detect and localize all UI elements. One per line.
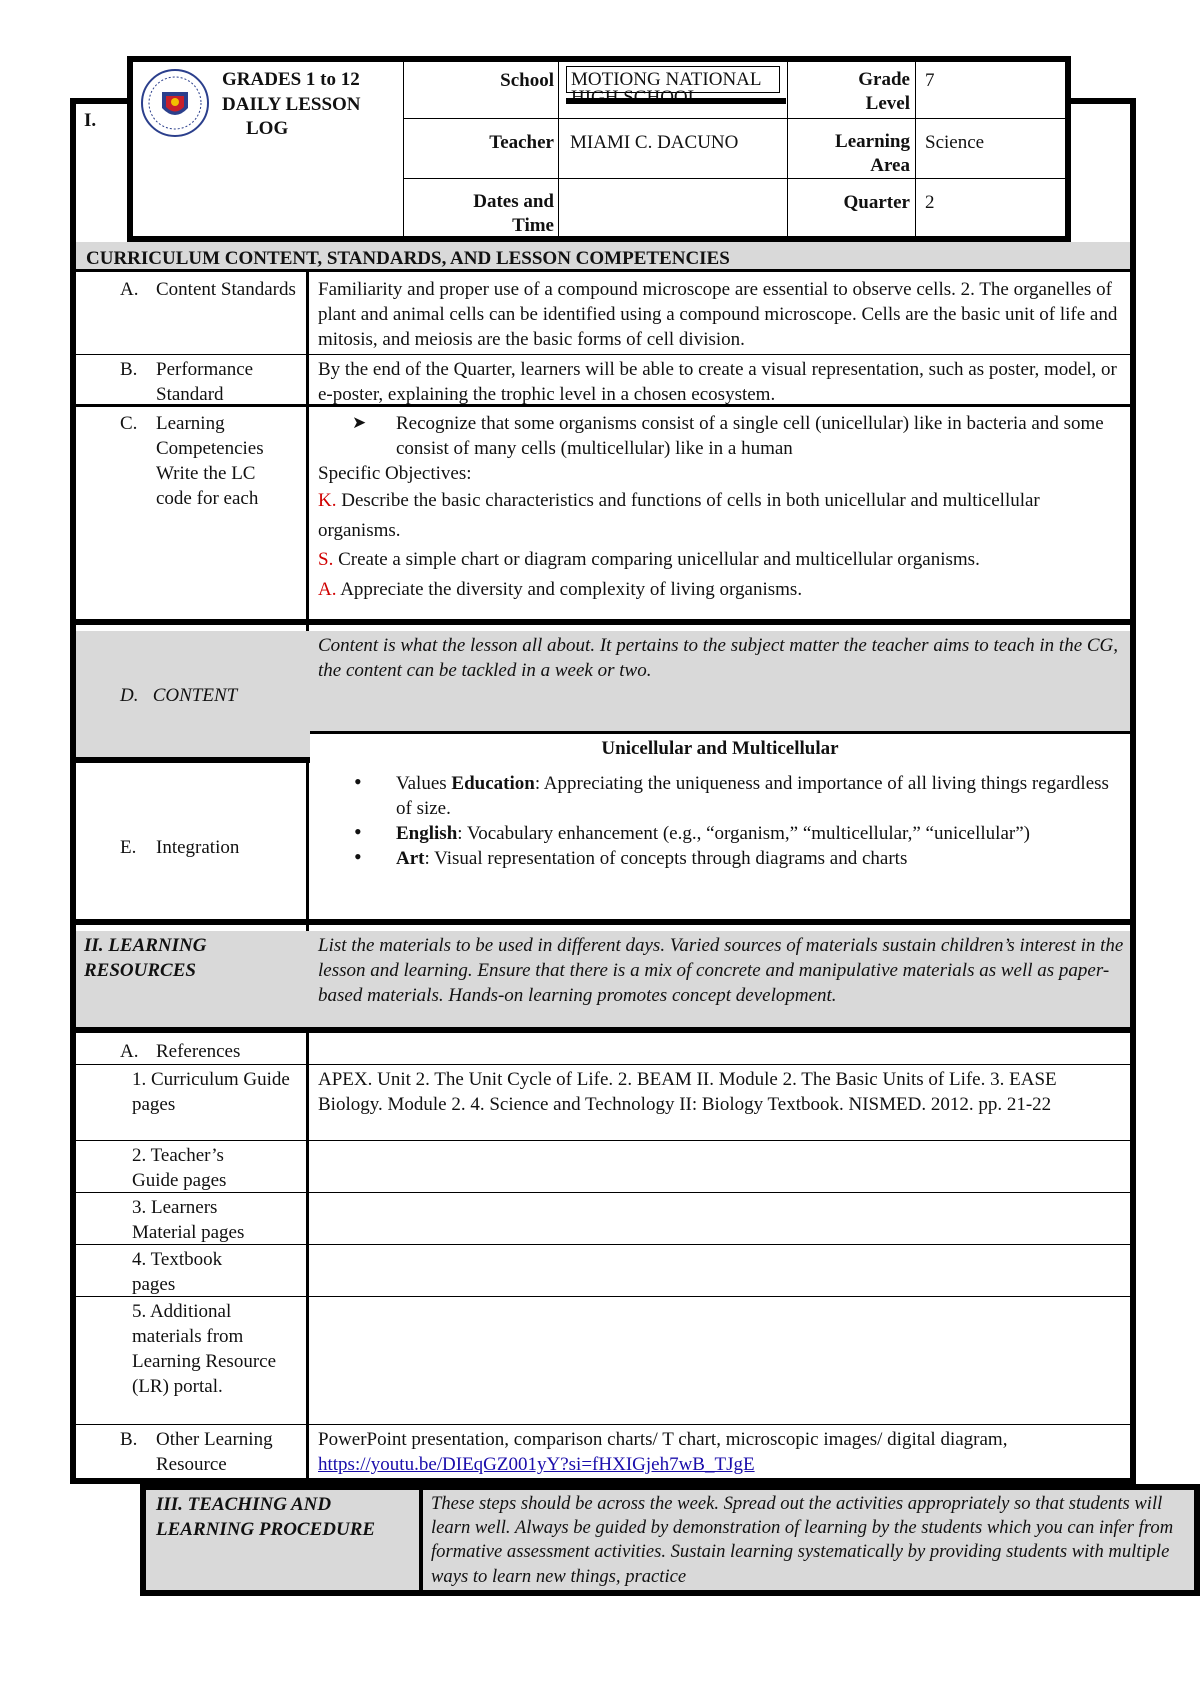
objective-a-letter: A. — [318, 578, 337, 600]
row-b-letter: B. — [120, 359, 138, 380]
section-number: I. — [84, 110, 97, 131]
learning-area-label — [790, 130, 910, 178]
integration-values-pre: Values — [396, 773, 452, 794]
learning-competencies-label: Learning Competencies Write the LC code for each — [156, 413, 264, 510]
textbook-label: 4. Textbook pages — [132, 1249, 223, 1296]
content-standards-text: Familiarity and proper use of a compound microscope are essential to observe cells. 2. The organelles of plant and animal cells can be identified using a compound microscope. Cells are the basic unit of life and mitosis, and meiosis are the basic forms of cell division. — [318, 279, 1118, 351]
content-standards-row — [76, 275, 1130, 355]
grade-value: 7 — [925, 70, 935, 91]
content-topic-box — [310, 731, 1130, 763]
references-label: References — [156, 1041, 241, 1062]
row-e-letter: E. — [120, 837, 137, 858]
curriculum-heading-row — [76, 242, 1130, 272]
other-resource-letter: B. — [120, 1429, 138, 1450]
row-c-letter: C. — [120, 413, 138, 434]
learning-resources-row — [76, 931, 1130, 1033]
teachers-guide-row — [76, 1141, 1130, 1193]
integration-art-text: : Visual representation of concepts through diagrams and charts — [424, 848, 908, 870]
objective-a-text: Appreciate the diversity and complexity of living organisms. — [340, 578, 803, 600]
integration-row — [76, 769, 1130, 925]
integration-label: Integration — [156, 837, 240, 858]
integration-item-english — [318, 821, 1118, 846]
integration-english-subject: English — [396, 823, 458, 845]
teaching-procedure-note: These steps should be across the week. Spread out the activities appropriately so that students will learn well. Always be guided by demonstration of learning by the students which you can infer from formative assessment activities. Sustain learning systematically by providing students with multiple ways to learn new things, practice — [431, 1493, 1174, 1587]
other-resource-row — [76, 1425, 1130, 1479]
learning-area-label-line2: Area — [870, 154, 910, 176]
grade-label-line1: Grade — [858, 69, 910, 90]
competency-list — [318, 411, 1124, 461]
competency-item: ➤ Recognize that some organisms consist of a single cell (unicellular) like in bacteria and some consist of many cells (multicellular) like in a human — [318, 411, 1124, 461]
learning-resources-note: List the materials to be used in different days. Varied sources of materials sustain children’s interest in the lesson and learning. Ensure that there is a mix of concrete and manipulative materials as well as paper-based materials. Hands-on learning promotes concept development. — [318, 935, 1124, 1007]
school-label: School — [500, 70, 554, 91]
teachers-guide-label: 2. Teacher’s Guide pages — [132, 1145, 227, 1192]
school-value-bar — [566, 98, 786, 104]
curriculum-guide-row — [76, 1065, 1130, 1141]
teacher-label: Teacher — [489, 132, 554, 153]
content-row — [76, 631, 1130, 763]
references-letter: A. — [120, 1041, 139, 1062]
youtube-link[interactable]: https://youtu.be/DIEqGZ001yY?si=fHXIGjeh7wB_TJgE — [318, 1454, 755, 1476]
content-standards-label: Content Standards — [156, 279, 296, 300]
integration-item-art — [318, 846, 1118, 871]
curriculum-heading: CURRICULUM CONTENT, STANDARDS, AND LESSON COMPETENCIES — [86, 248, 730, 269]
row-a-letter: A. — [120, 279, 139, 300]
dates-label-line2: Time — [512, 214, 554, 236]
dates-label — [404, 190, 554, 238]
objective-skill — [318, 545, 1124, 574]
integration-values-text: : Appreciating the uniqueness and importance of all living things regardless of size. — [396, 773, 1109, 820]
learning-competencies-body — [318, 411, 1124, 604]
objective-attitude — [318, 575, 1124, 604]
teaching-procedure-row — [140, 1484, 1200, 1596]
curriculum-guide-label: 1. Curriculum Guide pages — [132, 1069, 290, 1116]
integration-item-values — [318, 771, 1118, 821]
learners-material-row — [76, 1193, 1130, 1245]
objective-s-text: Create a simple chart or diagram comparing unicellular and multicellular organisms. — [338, 549, 980, 571]
content-note: Content is what the lesson all about. It pertains to the subject matter the teacher aims to teach in the CG, the content can be tackled in a week or two. — [318, 635, 1119, 682]
dates-label-line1: Dates and — [473, 191, 554, 212]
quarter-label: Quarter — [843, 192, 910, 213]
log-title-line2: DAILY LESSON — [222, 93, 361, 115]
school-value — [566, 66, 780, 112]
integration-english-text: : Vocabulary enhancement (e.g., “organism,” “multicellular,” “unicellular”) — [457, 823, 1030, 845]
quarter-value: 2 — [925, 192, 935, 213]
content-topic: Unicellular and Multicellular — [601, 738, 839, 759]
integration-list — [318, 771, 1118, 871]
other-resource-body — [318, 1427, 1124, 1477]
performance-standard-label: Performance Standard — [156, 359, 254, 406]
integration-values-subject: Education — [451, 773, 535, 794]
log-title-line3: LOG — [246, 118, 289, 140]
objective-k-letter: K. — [318, 490, 337, 512]
teacher-value: MIAMI C. DACUNO — [570, 132, 739, 153]
other-resource-text: PowerPoint presentation, comparison charts/ T chart, microscopic images/ digital diagram, — [318, 1429, 1008, 1450]
performance-standard-text: By the end of the Quarter, learners will be able to create a visual representation, such as poster, model, or e-poster, explaining the trophic level in a chosen ecosystem. — [318, 359, 1117, 406]
objective-knowledge — [318, 486, 1124, 545]
grade-label-line2: Level — [865, 92, 910, 114]
learners-material-label: 3. Learners Material pages — [132, 1197, 245, 1244]
log-title-line1: GRADES 1 to 12 — [222, 69, 360, 90]
lr-portal-row — [76, 1297, 1130, 1425]
teaching-procedure-heading: III. TEACHING AND LEARNING PROCEDURE — [156, 1494, 376, 1541]
learning-area-label-line1: Learning — [835, 131, 910, 152]
lr-portal-label: 5. Additional materials from Learning Resource (LR) portal. — [132, 1301, 277, 1398]
objective-k-text: Describe the basic characteristics and functions of cells in both unicellular and multicellular organisms. — [318, 490, 1040, 541]
learning-resources-heading: II. LEARNING RESOURCES — [84, 935, 207, 982]
integration-art-subject: Art — [396, 848, 425, 870]
performance-standard-row — [76, 355, 1130, 407]
specific-objectives-label: Specific Objectives: — [318, 463, 472, 485]
integration-body — [318, 771, 1118, 871]
textbook-row — [76, 1245, 1130, 1297]
curriculum-guide-text: APEX. Unit 2. The Unit Cycle of Life. 2. BEAM II. Module 2. The Basic Units of Life. 3. EASE Biology. Module 2. 4. Science and Technology II: Biology Textbook. NISMED. 2012. pp. 21-22 — [318, 1069, 1057, 1116]
references-row — [76, 1039, 1130, 1065]
learning-competencies-row — [76, 409, 1130, 625]
content-label: D. CONTENT — [120, 685, 238, 706]
objective-s-letter: S. — [318, 549, 334, 571]
learning-area-value: Science — [925, 132, 985, 153]
grade-label — [790, 68, 910, 116]
other-resource-label: Other Learning Resource — [156, 1429, 273, 1476]
school-value-line1: MOTIONG NATIONAL — [566, 66, 780, 93]
